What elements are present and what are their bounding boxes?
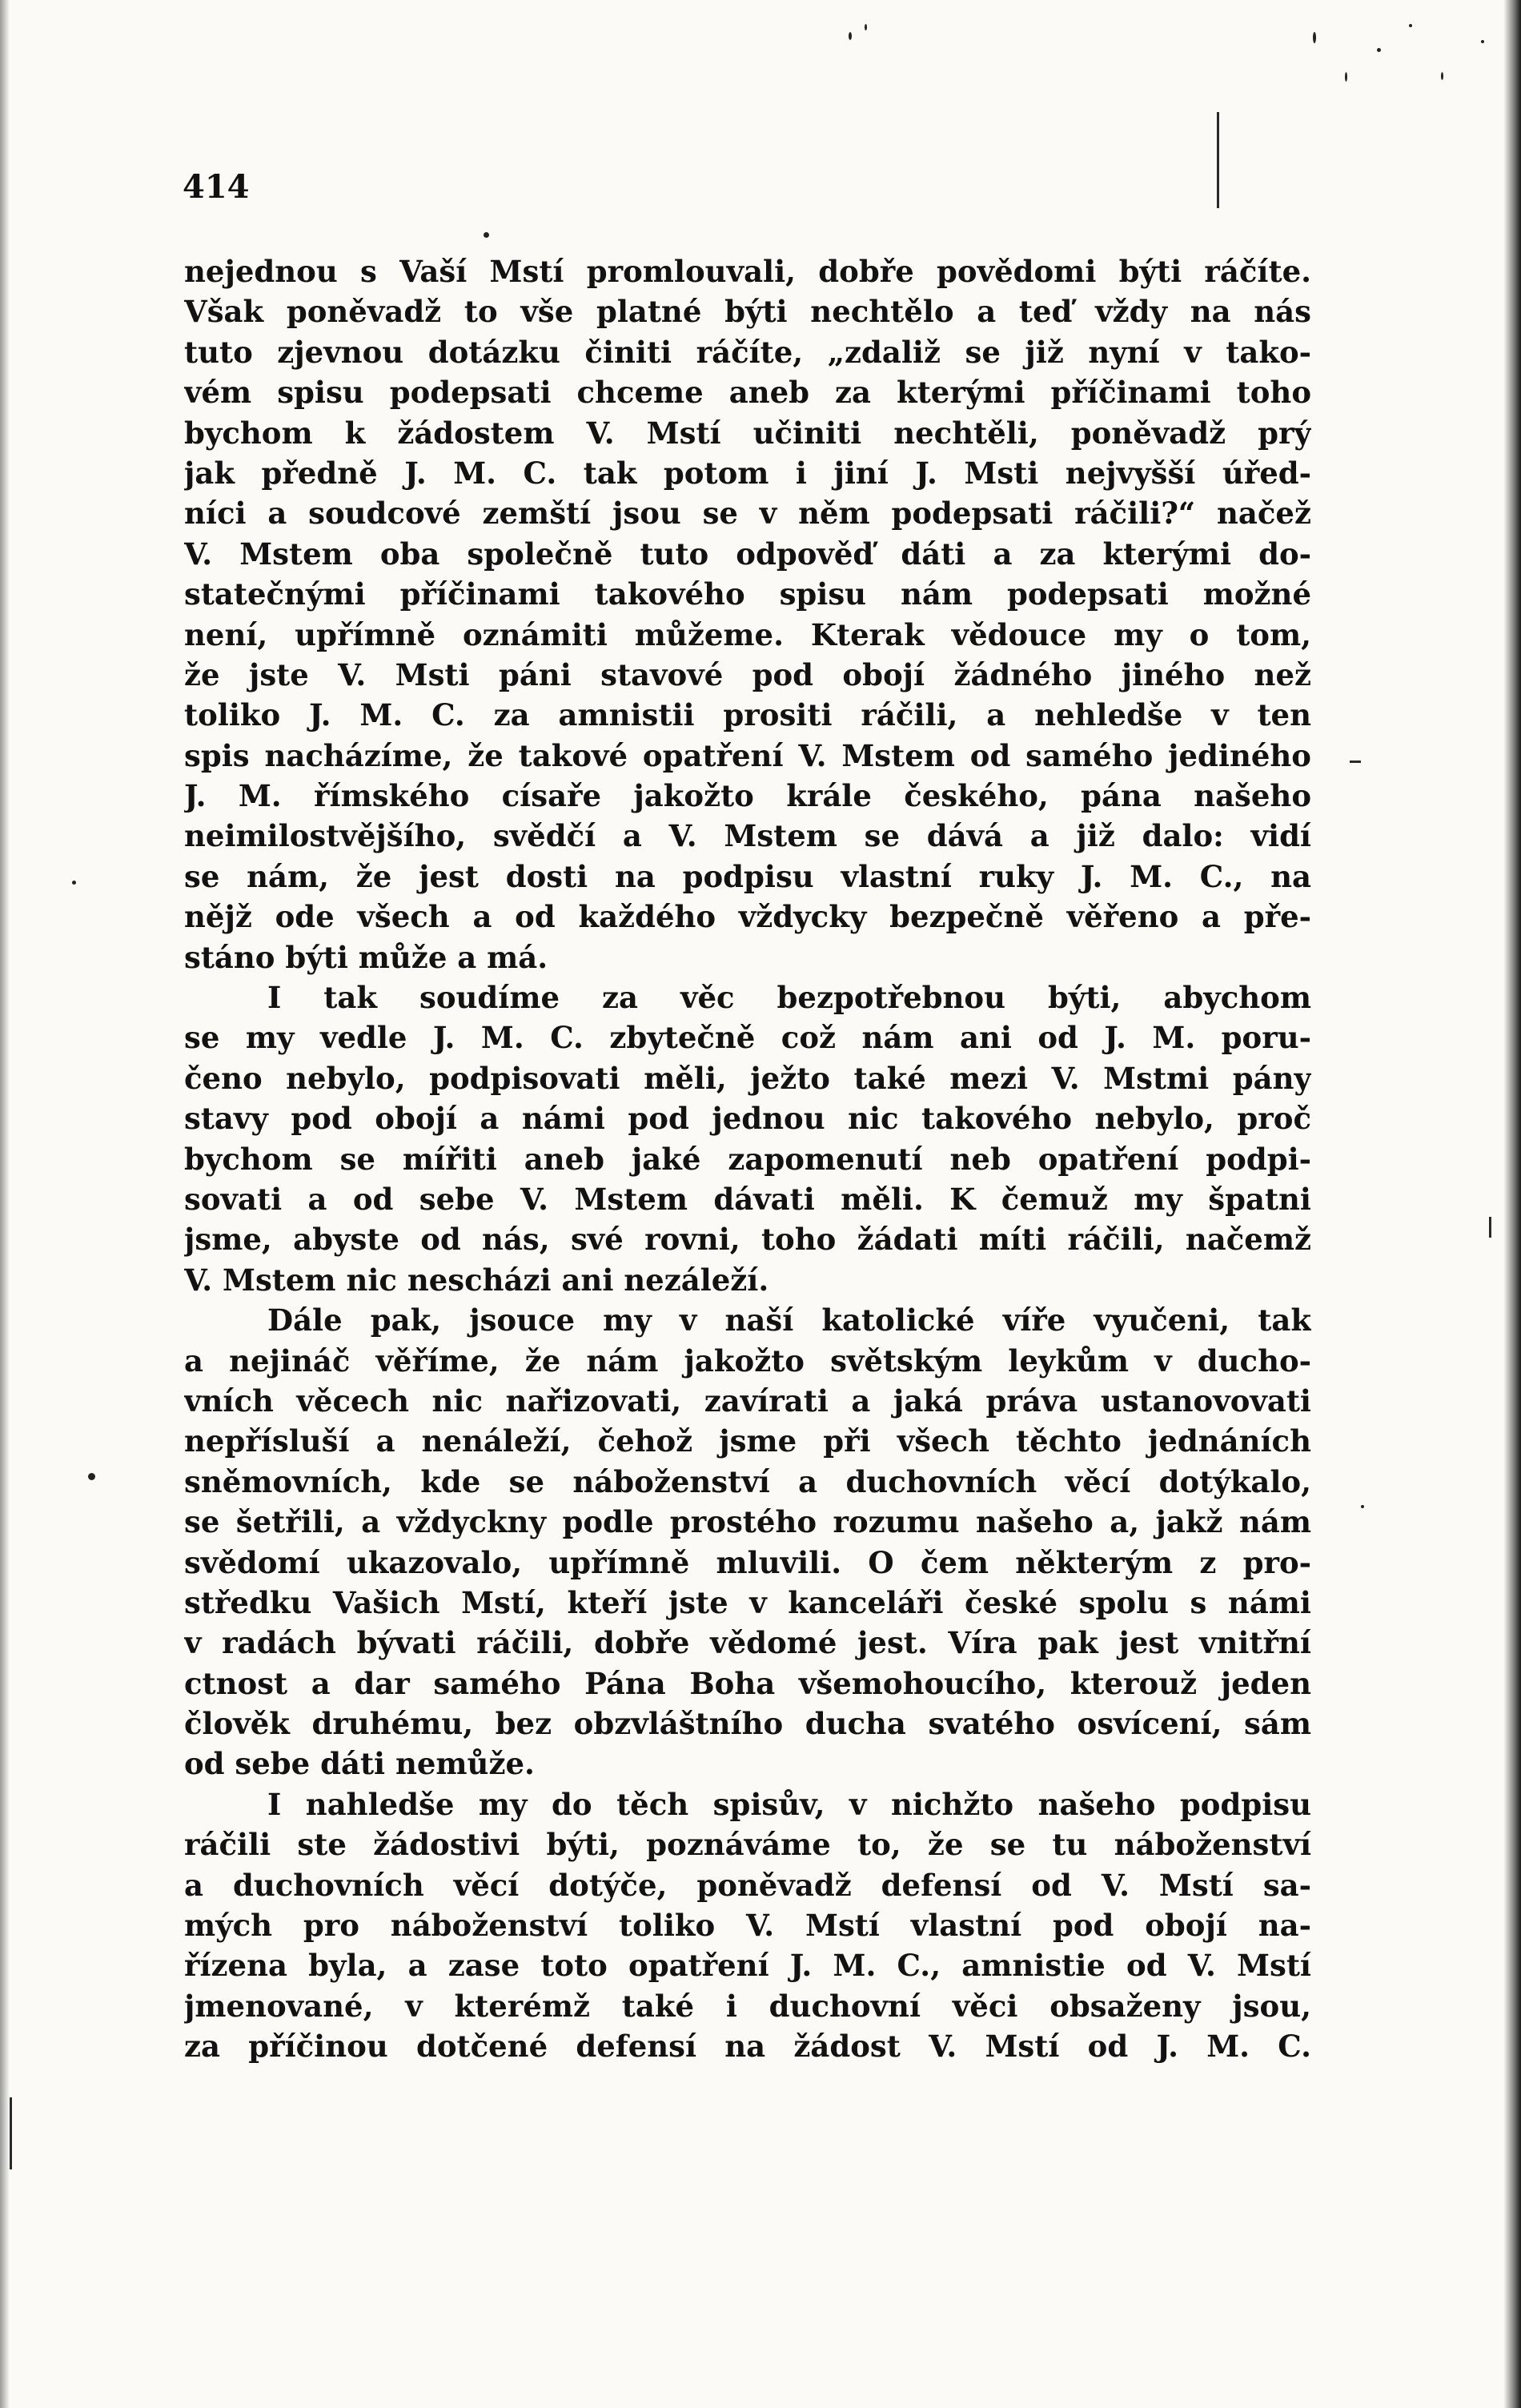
scan-speck	[1441, 72, 1443, 80]
text-line: sovati a od sebe V. Mstem dávati měli. K čemuž my špatni	[184, 1181, 1311, 1217]
text-line: ctnost a dar samého Pána Boha všemohoucího, kterouž jeden	[184, 1665, 1311, 1701]
scan-speck	[1361, 1505, 1364, 1508]
text-line: spis nacházíme, že takové opatření V. Mstem od samého jediného	[184, 737, 1311, 773]
text-line: se my vedle J. M. C. zbytečně což nám ani od J. M. poru-	[184, 1020, 1311, 1056]
text-line: bychom se mířiti aneb jaké zapomenutí neb opatření podpi-	[184, 1141, 1311, 1177]
text-line: I nahledše my do těch spisův, v nichžto našeho podpisu	[267, 1786, 1311, 1822]
scan-speck	[484, 232, 489, 238]
scan-speck	[1409, 24, 1412, 27]
text-line: mých pro náboženství toliko V. Mstí vlastní pod obojí na-	[184, 1908, 1311, 1944]
text-line: se nám, že jest dosti na podpisu vlastní ruky J. M. C., na	[184, 858, 1311, 894]
text-line: J. M. římského císaře jakožto krále českého, pána našeho	[184, 778, 1311, 814]
text-line: svědomí ukazovalo, upřímně mluvili. O čem některým z pro-	[184, 1544, 1311, 1580]
text-line: vém spisu podepsati chceme aneb za kterými příčinami toho	[184, 375, 1311, 411]
page-left-edge	[0, 0, 10, 2408]
text-line: čeno nebylo, podpisovati měli, ježto také mezi V. Mstmi pány	[184, 1060, 1311, 1096]
body-text	[184, 251, 1311, 2067]
text-line: statečnými příčinami takového spisu nám podepsati možné	[184, 576, 1311, 612]
text-line: se šetřili, a vždyckny podle prostého rozumu našeho a, jakž nám	[184, 1504, 1311, 1540]
text-line: Však poněvadž to vše platné býti nechtělo a teď vždy na nás	[184, 294, 1311, 330]
text-line: toliko J. M. C. za amnistii prositi ráčili, a nehledše v ten	[184, 697, 1311, 733]
text-line: jsme, abyste od nás, své rovni, toho žádati míti ráčili, načemž	[184, 1222, 1311, 1258]
scan-line-mark	[10, 2097, 12, 2169]
text-line: tuto zjevnou dotázku činiti ráčíte, „zdaliž se již nyní v tako-	[184, 334, 1311, 370]
text-line: není, upřímně oznámiti můžeme. Kterak vědouce my o tom,	[184, 616, 1311, 652]
scan-speck	[1345, 72, 1347, 82]
text-line: člověk druhému, bez obzvláštního ducha svatého osvícení, sám	[184, 1706, 1311, 1742]
text-line: ráčili ste žádostivi býti, poznáváme to, že se tu náboženství	[184, 1827, 1311, 1863]
text-line: stáno býti může a má.	[184, 939, 548, 975]
text-line: za příčinou dotčené defensí na žádost V. Mstí od J. M. C.	[184, 2029, 1311, 2065]
text-line: jak předně J. M. C. tak potom i jiní J. Msti nejvyšší úřed-	[184, 455, 1311, 491]
text-line: v radách bývati ráčili, dobře vědomé jest. Víra pak jest vnitřní	[184, 1625, 1311, 1661]
text-line: nějž ode všech a od každého vždycky bezpečně věřeno a pře-	[184, 899, 1311, 935]
text-line: Dále pak, jsouce my v naší katolické víře vyučeni, tak	[267, 1302, 1311, 1338]
scan-line-mark	[1489, 1217, 1491, 1238]
scan-speck	[1313, 32, 1316, 43]
text-line: středku Vašich Mstí, kteří jste v kanceláři české spolu s námi	[184, 1584, 1311, 1620]
text-line: že jste V. Msti páni stavové pod obojí žádného jiného než	[184, 656, 1311, 692]
text-line: sněmovních, kde se náboženství a duchovních věcí dotýkalo,	[184, 1463, 1311, 1499]
text-line: od sebe dáti nemůže.	[184, 1746, 535, 1782]
scan-speck	[72, 881, 76, 885]
text-line: V. Mstem nic nescházi ani nezáleží.	[184, 1262, 769, 1298]
text-line: V. Mstem oba společně tuto odpověď dáti a za kterými do-	[184, 536, 1311, 572]
scan-speck	[865, 24, 867, 30]
text-line: nepřísluší a nenáleží, čehož jsme při všech těchto jednáních	[184, 1423, 1311, 1459]
text-line: nejednou s Vaší Mstí promlouvali, dobře povědomi býti ráčíte.	[184, 254, 1311, 289]
text-line: neimilostvějšího, svědčí a V. Mstem se dává a již dalo: vidí	[184, 818, 1311, 854]
text-line: níci a soudcové zemští jsou se v něm podepsati ráčili?“ načež	[184, 496, 1311, 532]
text-line: bychom k žádostem V. Mstí učiniti nechtěli, poněvadž prý	[184, 415, 1311, 451]
text-line: a duchovních věcí dotýče, poněvadž defensí od V. Mstí sa-	[184, 1867, 1311, 1903]
text-line: stavy pod obojí a námi pod jednou nic takového nebylo, proč	[184, 1101, 1311, 1137]
text-line: vních věcech nic nařizovati, zavírati a jaká práva ustanovovati	[184, 1383, 1311, 1419]
text-line: řízena byla, a zase toto opatření J. M. C., amnistie od V. Mstí	[184, 1948, 1311, 1984]
text-line: jmenované, v kterémž také i duchovní věci obsaženy jsou,	[184, 1988, 1311, 2024]
page-right-edge	[1503, 0, 1521, 2408]
text-line: I tak soudíme za věc bezpotřebnou býti, abychom	[267, 980, 1311, 1016]
text-line: a nejináč věříme, že nám jakožto světským leykům v ducho-	[184, 1342, 1311, 1379]
scan-speck	[88, 1473, 95, 1480]
scan-speck	[1377, 48, 1381, 52]
scan-line-mark	[1217, 112, 1219, 208]
scan-speck	[1481, 40, 1484, 43]
scan-speck	[849, 32, 852, 40]
scan-line-mark	[1350, 761, 1361, 763]
page-number: 414	[183, 168, 250, 206]
